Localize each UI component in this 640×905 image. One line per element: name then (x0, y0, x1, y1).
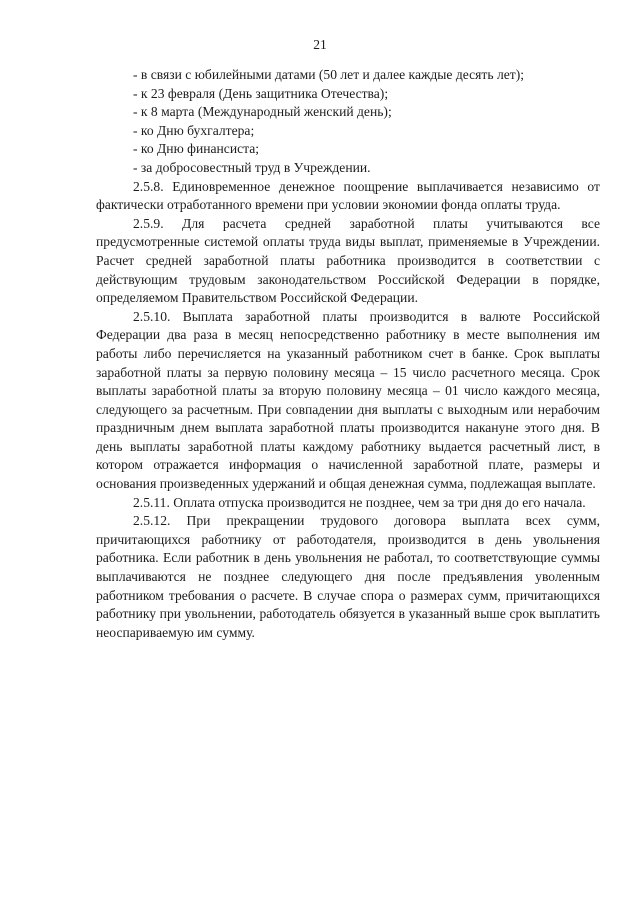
list-item: - за добросовестный труд в Учреждении. (133, 159, 371, 175)
paragraph-2-5-8: 2.5.8. Единовременное денежное поощрение выплачивается независимо от фактически отработанного времени при условии экономии фонда оплаты труда. (96, 178, 600, 213)
paragraph-2-5-11: 2.5.11. Оплата отпуска производится не позднее, чем за три дня до его начала. (133, 494, 586, 510)
paragraph-2-5-9: 2.5.9. Для расчета средней заработной платы учитываются все предусмотренные системой оплаты труда виды выплат, применяемые в Учреждении. Расчет средней заработной платы работника производится в соответствии с действующим трудовым законодательством Российской Федерации в порядке, определяемом Правительством Российской Федерации. (96, 215, 600, 306)
page-number: 21 (313, 37, 327, 52)
document-body (96, 66, 600, 642)
paragraph-2-5-10: 2.5.10. Выплата заработной платы производится в валюте Российской Федерации два раза в месяц непосредственно работнику в месте выполнения им работы либо перечисляется на указанный работником счет в банке. Срок выплаты заработной платы за первую половину месяца – 15 число расчетного месяца. Срок выплаты заработной платы за вторую половину месяца – 01 число каждого месяца, следующего за расчетным. При совпадении дня выплаты с выходным или нерабочим праздничным днем выплата заработной платы производится накануне этого дня. В день выплаты заработной платы каждому работнику выдается расчетный лист, в котором отражается информация о начисленной заработной плате, размеры и основания произведенных удержаний и общая денежная сумма, подлежащая выплате. (96, 308, 600, 492)
list-item: - в связи с юбилейными датами (50 лет и далее каждые десять лет); (133, 67, 525, 82)
list-item: - ко Дню финансиста; (133, 141, 260, 157)
list-item: - ко Дню бухгалтера; (133, 122, 255, 138)
paragraph-2-5-12: 2.5.12. При прекращении трудового договора выплата всех сумм, причитающихся работнику от работодателя, производится в день увольнения работника. Если работник в день увольнения не работал, то соответствующие суммы выплачиваются не позднее следующего дня после предъявления уволенным работником требования о расчете. В случае спора о размерах сумм, причитающихся работнику при увольнении, работодатель обязуется в указанный выше срок выплатить неоспариваемую им сумму. (96, 513, 600, 640)
list-item: - к 8 марта (Международный женский день); (133, 104, 392, 120)
list-item: - к 23 февраля (День защитника Отечества); (133, 85, 389, 101)
